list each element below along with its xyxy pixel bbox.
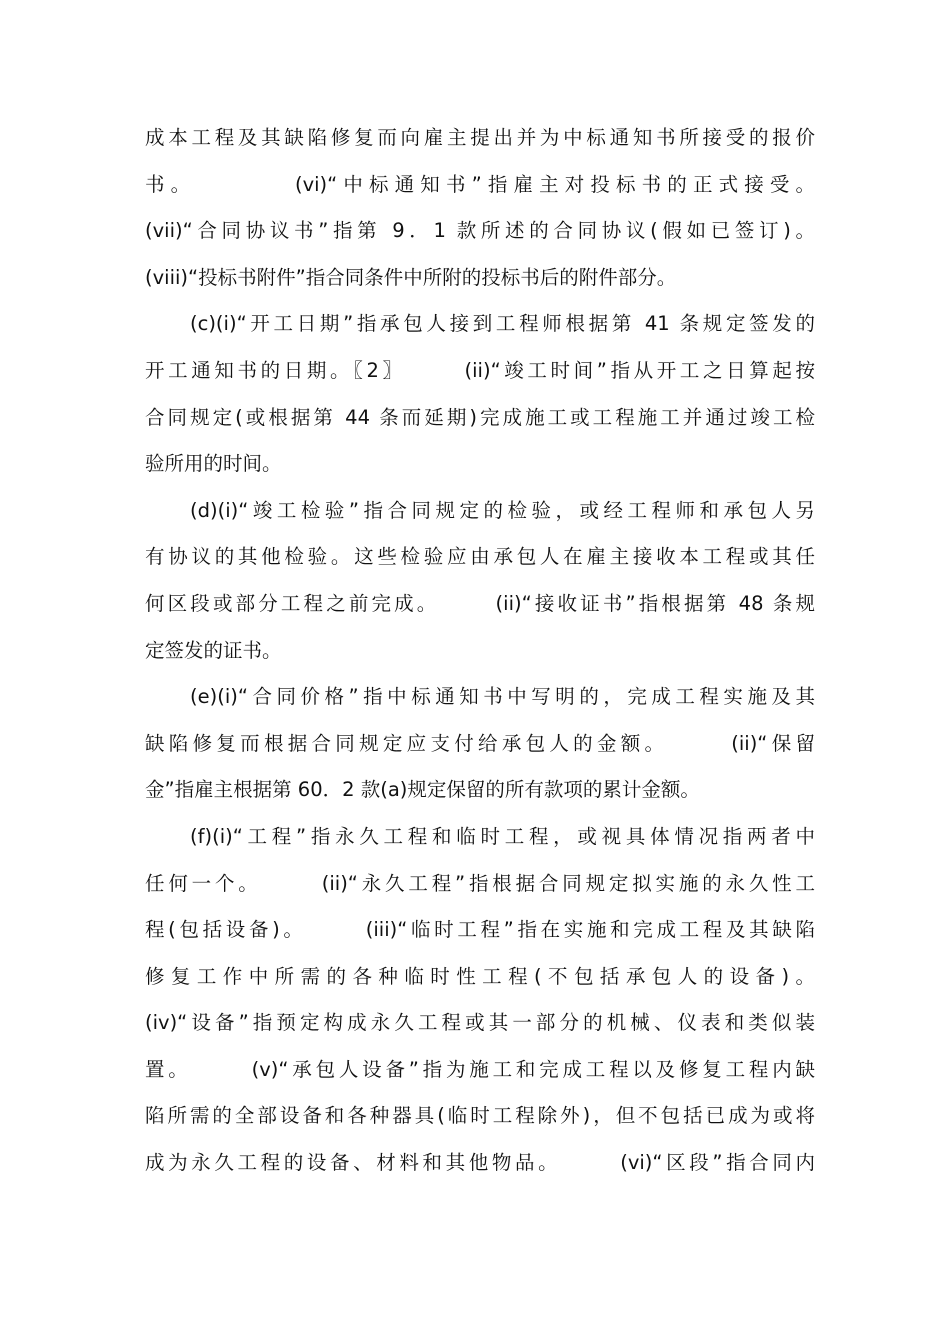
text-line: 成本工程及其缺陷修复而向雇主提出并为中标通知书所接受的报价 <box>145 126 815 149</box>
text-line: 定签发的证书。 <box>145 638 282 662</box>
text-line: 任何一个。 (ii)“永久工程”指根据合同规定拟实施的永久性工 <box>145 871 815 895</box>
text-line: 合同规定(或根据第 44 条而延期)完成施工或工程施工并通过竣工检 <box>145 405 815 429</box>
paragraph-first-line: (e)(i)“合同价格”指中标通知书中写明的，完成工程实施及其 <box>190 685 815 709</box>
text-line: (viii)“投标书附件”指合同条件中所附的投标书后的附件部分。 <box>145 265 677 289</box>
text-line: 开工通知书的日期。〖2〗 (ii)“竣工时间”指从开工之日算起按 <box>145 358 815 382</box>
text-line: (vii)“合同协议书”指第 9．1 款所述的合同协议(假如已签订)。 <box>145 219 815 243</box>
paragraph-first-line: (f)(i)“工程”指永久工程和临时工程，或视具体情况指两者中 <box>190 824 815 848</box>
text-line: 书。 (vi)“中标通知书”指雇主对投标书的正式接受。 <box>145 172 815 196</box>
text-line: 陷所需的全部设备和各种器具(临时工程除外)，但不包括已成为或将 <box>145 1104 815 1128</box>
text-line: 有协议的其他检验。这些检验应由承包人在雇主接收本工程或其任 <box>145 545 815 569</box>
text-line: 程(包括设备)。 (iii)“临时工程”指在实施和完成工程及其缺陷 <box>145 918 815 942</box>
text-line: 置。 (v)“承包人设备”指为施工和完成工程以及修复工程内缺 <box>145 1057 815 1081</box>
paragraph-first-line: (c)(i)“开工日期”指承包人接到工程师根据第 41 条规定签发的 <box>190 312 815 336</box>
text-line: (iv)“设备”指预定构成永久工程或其一部分的机械、仪表和类似装 <box>145 1011 815 1035</box>
paragraph-first-line: (d)(i)“竣工检验”指合同规定的检验，或经工程师和承包人另 <box>190 498 815 522</box>
text-line: 金”指雇主根据第 60．2 款(a)规定保留的所有款项的累计金额。 <box>145 778 700 802</box>
text-line: 修复工作中所需的各种临时性工程(不包括承包人的设备)。 <box>145 964 815 988</box>
text-line: 验所用的时间。 <box>145 452 282 476</box>
document-body <box>145 115 815 1187</box>
text-line: 缺陷修复而根据合同规定应支付给承包人的金额。 (ii)“保留 <box>145 731 815 755</box>
text-line: 何区段或部分工程之前完成。 (ii)“接收证书”指根据第 48 条规 <box>145 591 815 615</box>
text-line: 成为永久工程的设备、材料和其他物品。 (vi)“区段”指合同内 <box>145 1151 815 1175</box>
